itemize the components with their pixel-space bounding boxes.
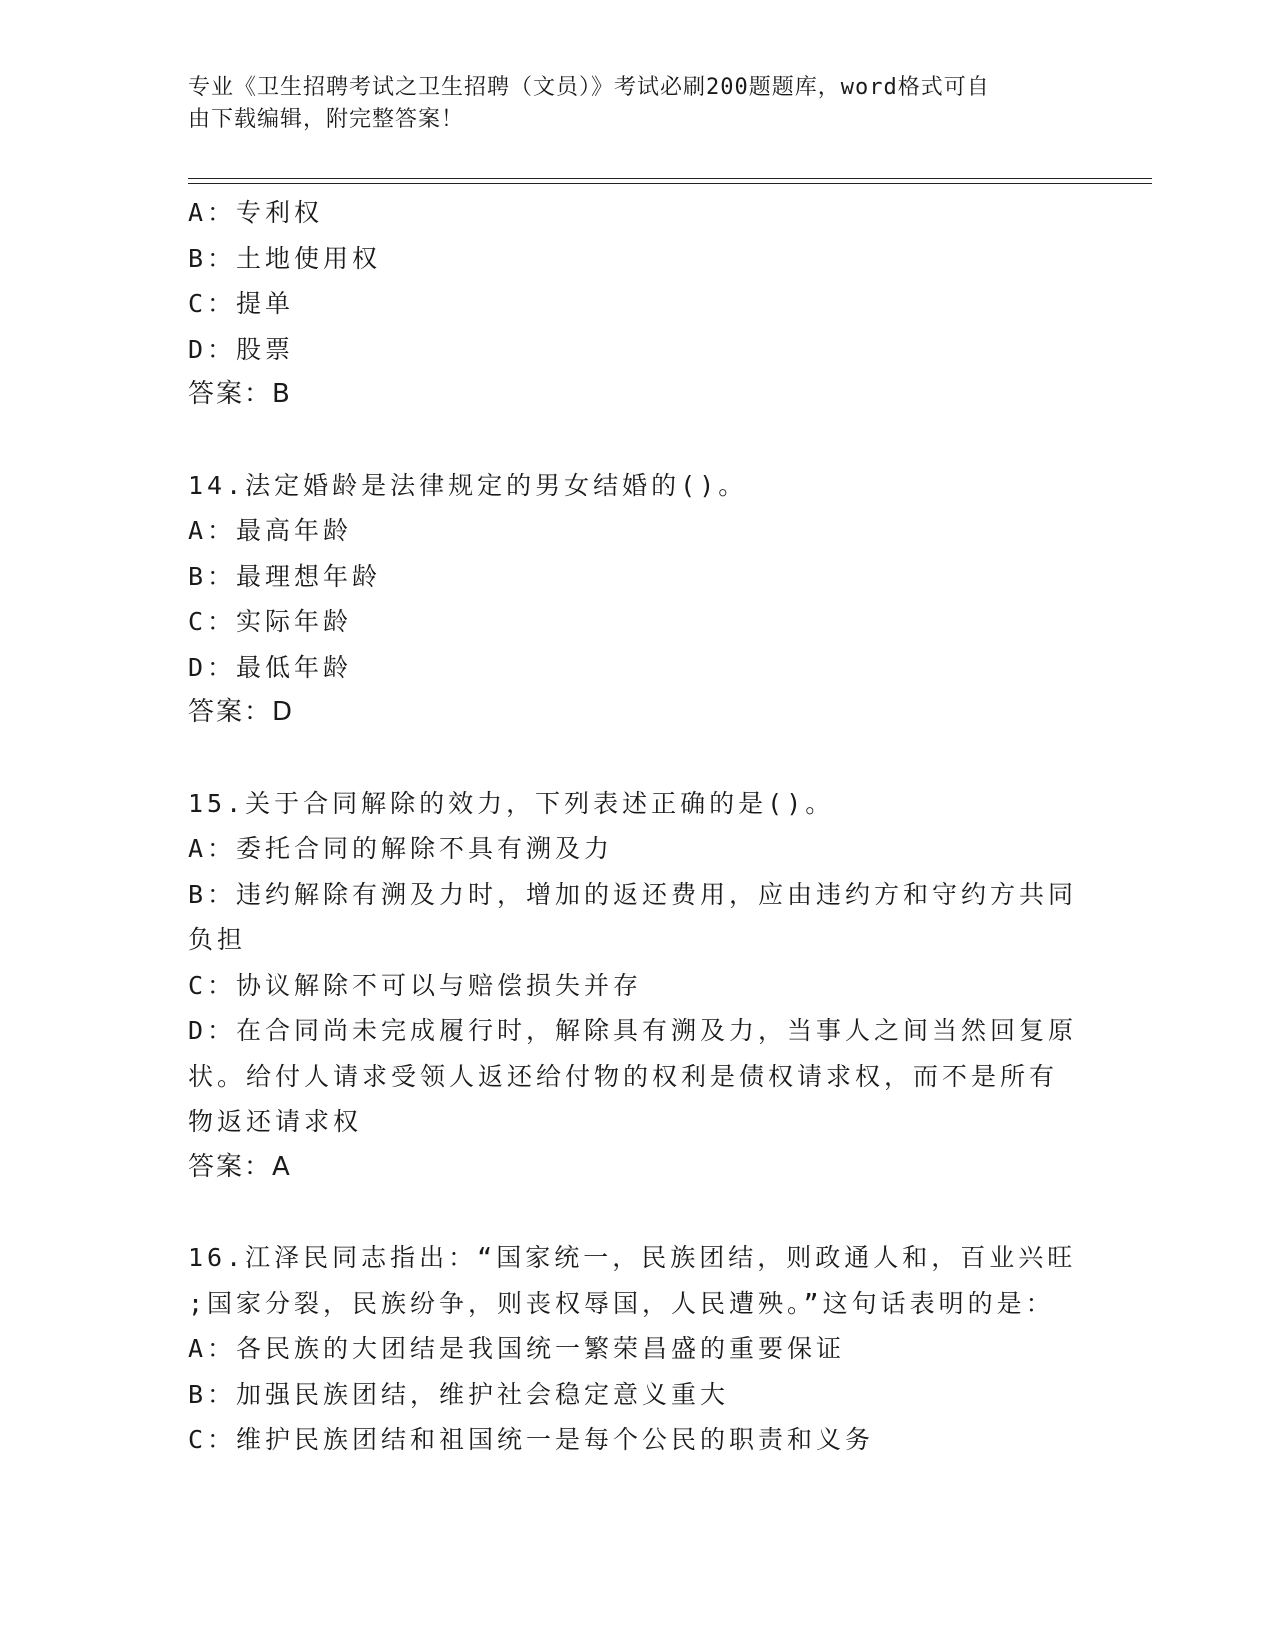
q14-question: 14.法定婚龄是法律规定的男女结婚的()。 bbox=[188, 470, 748, 500]
header-line-1: 专业《卫生招聘考试之卫生招聘（文员）》考试必刷200题题库，word格式可自 bbox=[188, 75, 990, 100]
q14-option-c: C：实际年龄 bbox=[188, 607, 353, 636]
question-16 bbox=[188, 1235, 1088, 1463]
header-line-2: 由下载编辑，附完整答案！ bbox=[188, 107, 465, 132]
q15-option-d-line-2: 状。给付人请求受领人返还给付物的权利是债权请求权，而不是所有 bbox=[188, 1061, 1059, 1091]
q15-option-b-line-1: B：违约解除有溯及力时，增加的返还费用，应由违约方和守约方共同 bbox=[188, 879, 1078, 909]
spacer bbox=[188, 1190, 1088, 1235]
q16-option-b: B：加强民族团结，维护社会稳定意义重大 bbox=[188, 1379, 730, 1409]
document-header bbox=[188, 72, 1068, 136]
question-14 bbox=[188, 463, 1088, 736]
q15-option-a: A：委托合同的解除不具有溯及力 bbox=[188, 834, 614, 863]
q15-answer: 答案：A bbox=[188, 1151, 292, 1182]
q14-option-a: A：最高年龄 bbox=[188, 516, 353, 545]
q13-option-d: D：股票 bbox=[188, 334, 295, 364]
q14-option-b: B：最理想年龄 bbox=[188, 561, 382, 591]
q16-question-line-1: 16.江泽民同志指出：“国家统一，民族团结，则政通人和，百业兴旺 bbox=[188, 1243, 1077, 1272]
spacer bbox=[188, 736, 1088, 781]
spacer bbox=[188, 418, 1088, 463]
q16-question-line-2: ;国家分裂，民族纷争，则丧权辱国，人民遭殃。”这句话表明的是： bbox=[188, 1288, 1055, 1318]
header-divider bbox=[188, 178, 1152, 184]
q13-option-b: B：土地使用权 bbox=[188, 243, 382, 273]
question-15 bbox=[188, 781, 1088, 1191]
q15-option-c: C：协议解除不可以与赔偿损失并存 bbox=[188, 970, 643, 1000]
q14-answer: 答案：D bbox=[188, 697, 295, 727]
question-list bbox=[188, 190, 1088, 1463]
q15-question: 15.关于合同解除的效力，下列表述正确的是()。 bbox=[188, 788, 835, 818]
q16-option-c: C：维护民族团结和祖国统一是每个公民的职责和义务 bbox=[188, 1425, 875, 1454]
q15-option-d-line-1: D：在合同尚未完成履行时，解除具有溯及力，当事人之间当然回复原 bbox=[188, 1016, 1078, 1045]
q15-option-d-line-3: 物返还请求权 bbox=[188, 1107, 363, 1136]
q15-option-b-line-2: 负担 bbox=[188, 925, 247, 954]
q13-answer: 答案：B bbox=[188, 379, 292, 409]
q13-option-c: C：提单 bbox=[188, 289, 295, 318]
q16-option-a: A：各民族的大团结是我国统一繁荣昌盛的重要保证 bbox=[188, 1334, 846, 1363]
question-13 bbox=[188, 190, 1088, 418]
q14-option-d: D：最低年龄 bbox=[188, 652, 353, 682]
q13-option-a: A：专利权 bbox=[188, 198, 324, 227]
